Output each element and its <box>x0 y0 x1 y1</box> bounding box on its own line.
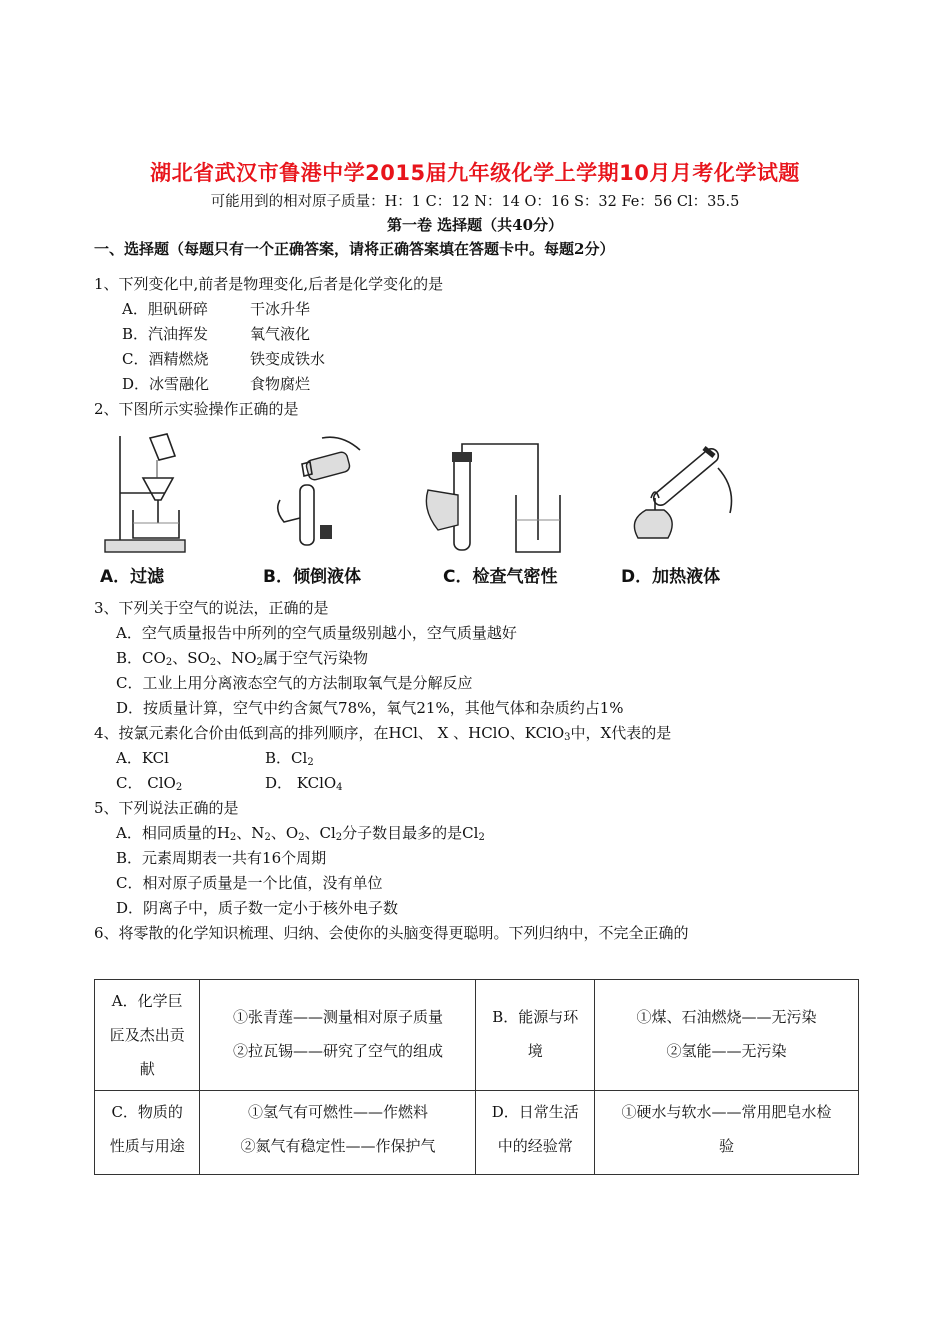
q1-option-a-b: 干冰升华 <box>250 300 311 318</box>
question-6-stem: 6、将零散的化学知识梳理、归纳、会使你的头脑变得更聪明。下列归纳中，不完全正确的 <box>94 924 689 942</box>
cell-c-body: ①氢气有可燃性——作燃料 ②氮气有稳定性——作保护气 <box>200 1091 476 1175</box>
instructions: 一、选择题（每题只有一个正确答案，请将正确答案填在答题卡中。每题2分） <box>94 240 615 258</box>
q4-option-d: D． KClO$_4$ <box>265 774 343 793</box>
q5-option-a: A．相同质量的$H_2$、$N_2$、$O_2$、$Cl_2$分子数目最多的是$Cl_2$ <box>116 824 485 843</box>
q1-option-d: D．冰雪融化 <box>122 375 210 393</box>
filtration-apparatus-icon <box>95 428 205 558</box>
question-2-stem: 2、下图所示实验操作正确的是 <box>94 400 299 418</box>
q1-option-c: C．酒精燃烧 <box>122 350 209 368</box>
atomic-masses-line: 可能用到的相对原子质量：H：1 C：12 N：14 O：16 S：32 Fe：56 Cl：35.5 <box>210 194 740 210</box>
q3-option-d: D．按质量计算，空气中约含氮气78%，氧气21%，其他气体和杂质约占1% <box>116 699 624 717</box>
q1-option-b: B．汽油挥发 <box>122 325 209 343</box>
q5-option-c: C．相对原子质量是一个比值，没有单位 <box>116 874 383 892</box>
figure-c-label: C．检查气密性 <box>443 567 558 587</box>
q4-option-c: C． ClO$_2$ <box>116 774 183 793</box>
airtightness-check-icon <box>418 440 578 560</box>
pouring-liquid-icon <box>262 430 372 560</box>
knowledge-summary-table <box>94 979 859 1175</box>
cell-d-head: D．日常生活 中的经验常 <box>476 1091 594 1175</box>
section-heading: 第一卷 选择题（共40分） <box>386 216 564 234</box>
cell-b-head: B．能源与环 境 <box>476 980 594 1091</box>
q1-option-a: A．胆矾研碎 <box>122 300 208 318</box>
figure-d-label: D．加热液体 <box>621 567 721 587</box>
cell-a-body: ①张青莲——测量相对原子质量 ②拉瓦锡——研究了空气的组成 <box>200 980 476 1091</box>
q1-option-b-b: 氧气液化 <box>250 325 311 343</box>
question-3-stem: 3、下列关于空气的说法，正确的是 <box>94 599 329 617</box>
question-1-stem: 1、下列变化中,前者是物理变化,后者是化学变化的是 <box>94 275 444 293</box>
q1-option-c-b: 铁变成铁水 <box>250 350 326 368</box>
q5-option-d: D．阴离子中，质子数一定小于核外电子数 <box>116 899 399 917</box>
question-4-stem: 4、按氯元素化合价由低到高的排列顺序，在HCl、 X 、HClO、KClO$_3$中，X代表的是 <box>94 724 672 743</box>
cell-d-body: ①硬水与软水——常用肥皂水检 验 <box>594 1091 858 1175</box>
table-row <box>95 1091 859 1175</box>
q3-option-a: A．空气质量报告中所列的空气质量级别越小，空气质量越好 <box>116 624 517 642</box>
cell-b-body: ①煤、石油燃烧——无污染 ②氢能——无污染 <box>594 980 858 1091</box>
figure-a-label: A．过滤 <box>100 567 165 587</box>
q1-option-d-b: 食物腐烂 <box>250 375 311 393</box>
cell-c-head: C．物质的 性质与用途 <box>95 1091 200 1175</box>
q4-option-b: B．$Cl_2$ <box>265 749 314 768</box>
heating-liquid-icon <box>618 428 748 558</box>
q3-option-c: C．工业上用分离液态空气的方法制取氧气是分解反应 <box>116 674 473 692</box>
q4-option-a: A．KCl <box>116 749 169 767</box>
figure-b-label: B．倾倒液体 <box>263 567 361 587</box>
q3-option-b: B．$CO_2$、$SO_2$、$NO_2$属于空气污染物 <box>116 649 368 668</box>
question-5-stem: 5、下列说法正确的是 <box>94 799 239 817</box>
page-title: 湖北省武汉市鲁港中学2015届九年级化学上学期10月月考化学试题 <box>150 161 800 185</box>
cell-a-head: A．化学巨 匠及杰出贡 献 <box>95 980 200 1091</box>
table-row <box>95 980 859 1091</box>
q5-option-b: B．元素周期表一共有16个周期 <box>116 849 327 867</box>
